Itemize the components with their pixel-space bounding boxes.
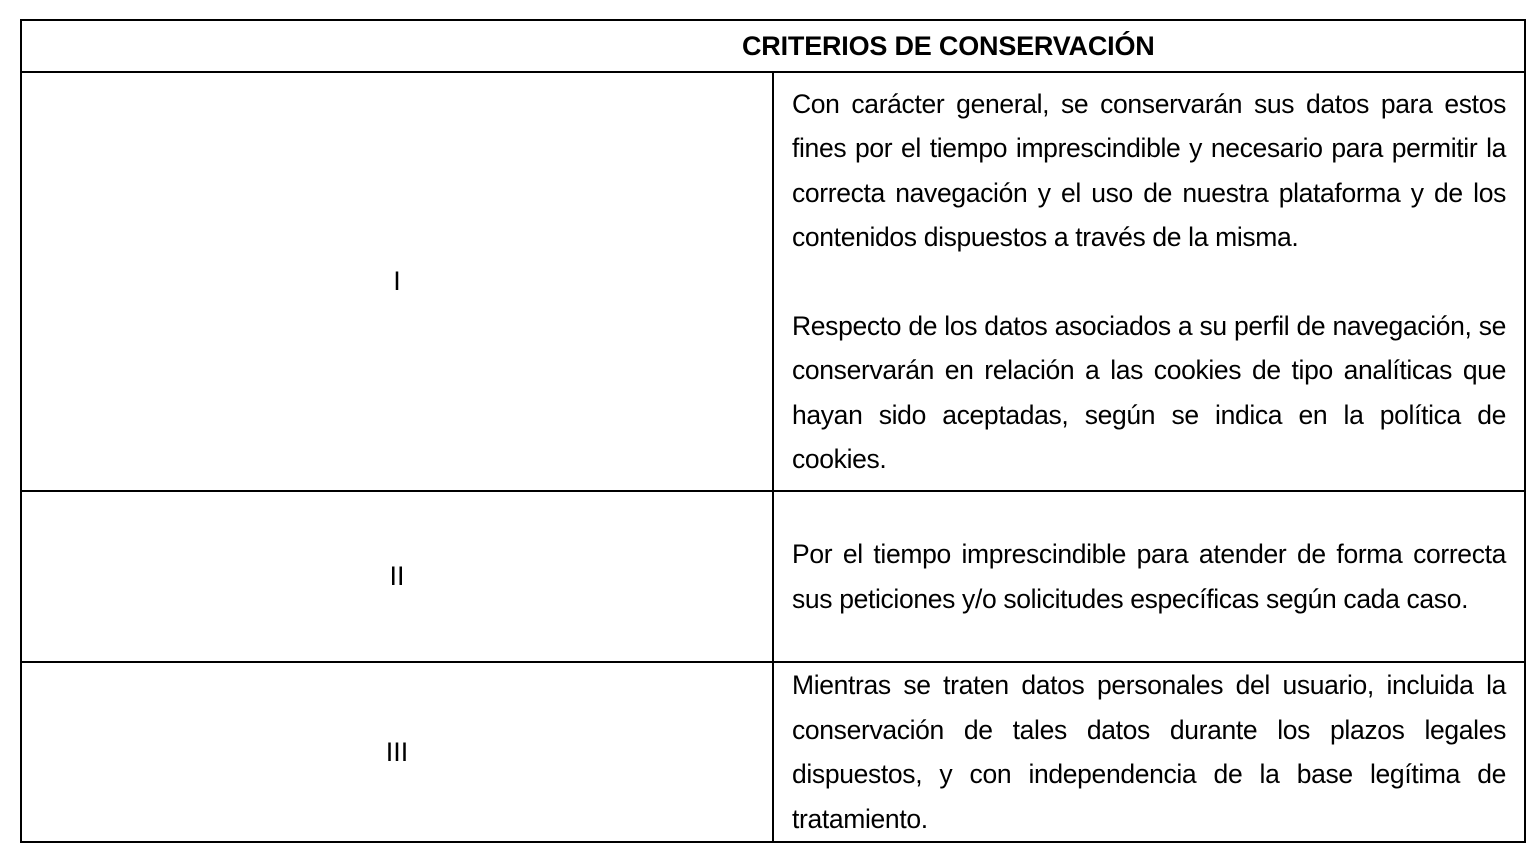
row-paragraph: Con carácter general, se conservarán sus datos para estos fines por el tiempo imprescindible y necesario para permitir la correcta navegación y el uso de nuestra plataforma y de los contenidos dispuestos a través de la misma. <box>792 88 1506 252</box>
row-label: II <box>21 491 773 662</box>
row-paragraph: Por el tiempo imprescindible para atender de forma correcta sus peticiones y/o solicitudes específicas según cada caso. <box>792 539 1506 614</box>
conservation-criteria-table <box>20 19 1526 843</box>
row-text <box>773 491 1525 662</box>
row-label: III <box>21 662 773 842</box>
row-paragraph: Respecto de los datos asociados a su perfil de navegación, se conservarán en relación a las cookies de tipo analíticas que hayan sido aceptadas, según se indica en la política de cookies. <box>792 310 1506 474</box>
row-text <box>773 662 1525 842</box>
table-header: CRITERIOS DE CONSERVACIÓN <box>21 20 1525 72</box>
row-text <box>773 72 1525 491</box>
row-paragraph: Mientras se traten datos personales del usuario, incluida la conservación de tales datos durante los plazos legales dispuestos, y con independencia de la base legítima de tratamiento. <box>792 670 1506 834</box>
table-row <box>21 491 1525 662</box>
table-row <box>21 662 1525 842</box>
row-label: I <box>21 72 773 491</box>
table-header-row <box>21 20 1525 72</box>
conservation-criteria-table-wrapper <box>20 19 1526 843</box>
table-row <box>21 72 1525 491</box>
